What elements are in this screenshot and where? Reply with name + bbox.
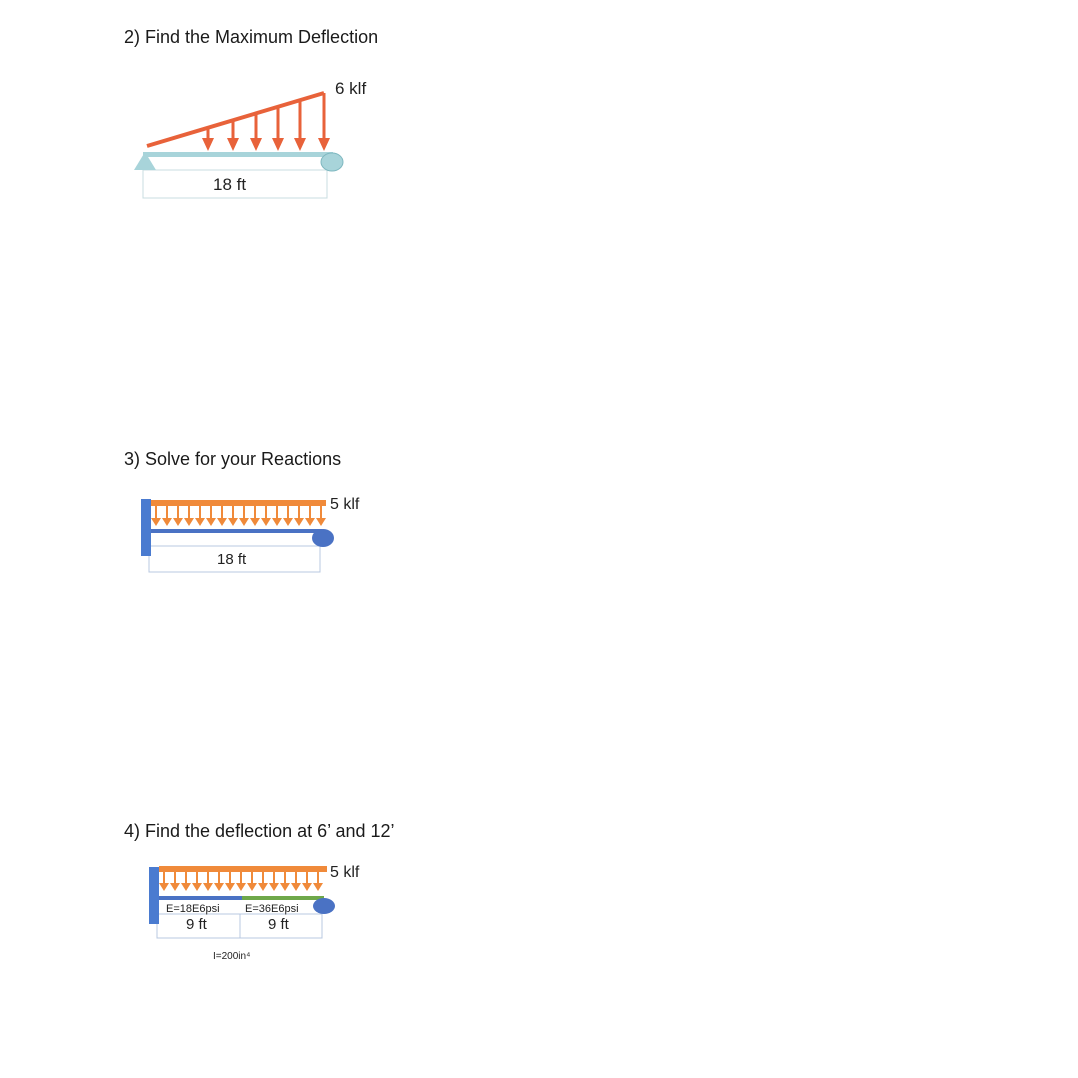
segment-2-length-label: 9 ft: [268, 916, 289, 933]
moment-of-inertia-label: I=200in⁴: [213, 951, 251, 962]
span-length-label: 18 ft: [217, 551, 247, 568]
beam-segment-2: [242, 896, 324, 900]
fixed-support-icon: [149, 867, 159, 924]
load-magnitude-label: 5 klf: [330, 864, 360, 881]
problem-2-heading: 2) Find the Maximum Deflection: [124, 27, 379, 47]
segment-1-modulus-label: E=18E6psi: [166, 903, 220, 915]
segment-2-modulus-label: E=36E6psi: [245, 903, 299, 915]
roller-support-icon: [313, 898, 335, 914]
uniform-distributed-load: [159, 866, 327, 891]
load-magnitude-label: 5 klf: [330, 496, 360, 513]
problem-3-heading: 3) Solve for your Reactions: [124, 449, 342, 469]
span-length-label: 18 ft: [213, 175, 247, 194]
problem-4-heading: 4) Find the deflection at 6’ and 12’: [124, 821, 395, 841]
beam-segment-1: [159, 896, 242, 900]
load-magnitude-label: 6 klf: [335, 79, 367, 98]
segment-1-length-label: 9 ft: [186, 916, 207, 933]
